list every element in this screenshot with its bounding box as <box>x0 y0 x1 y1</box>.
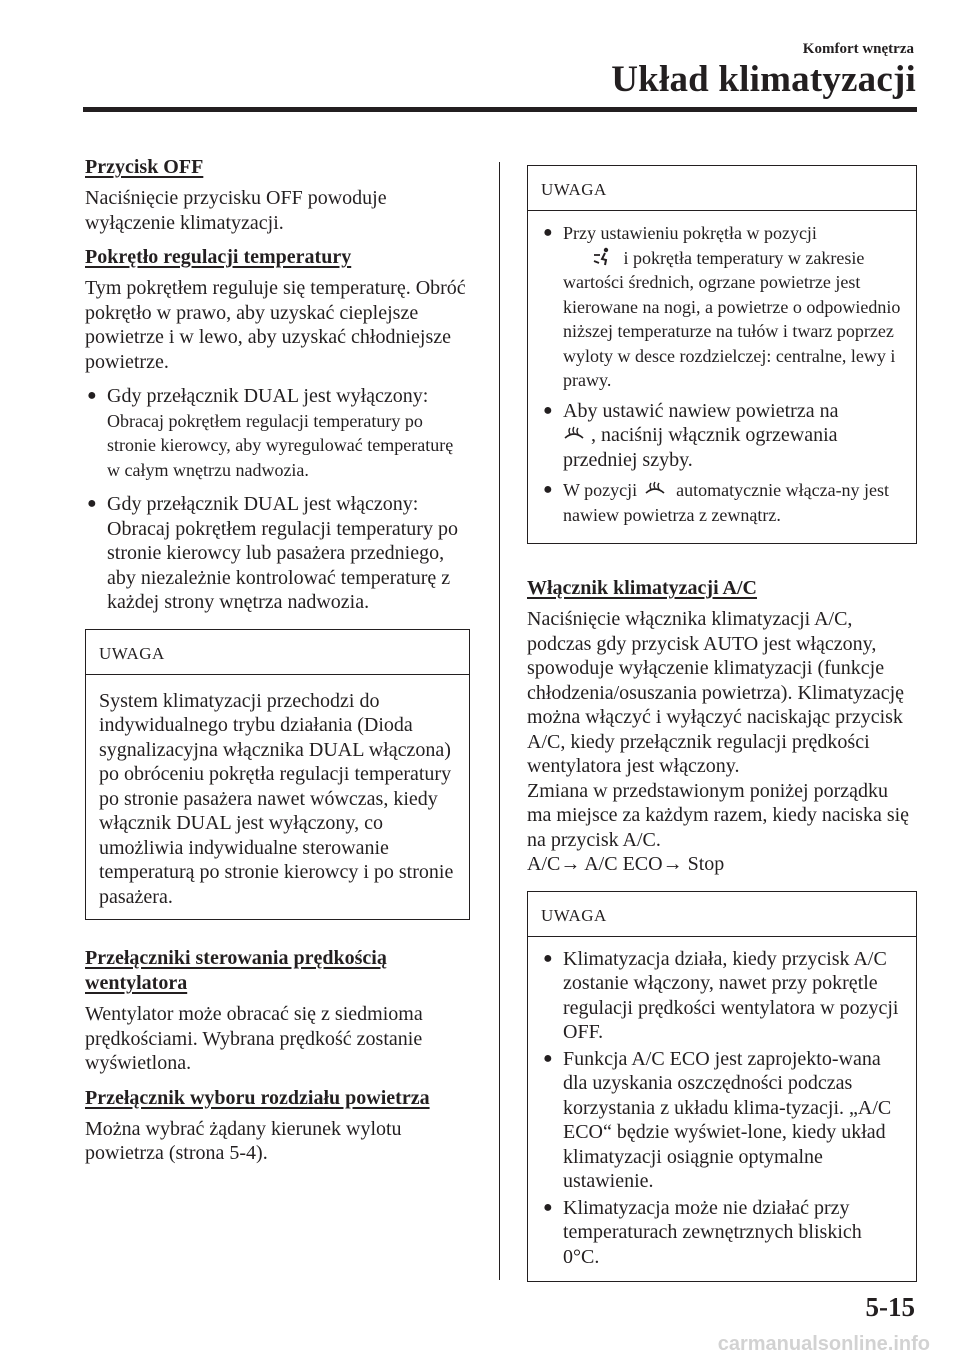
note-text: Klimatyzacja działa, kiedy przycisk A/C zostanie włączony, nawet przy pokrętle regulacji prędkości wentylatora w pozycji OFF. <box>563 947 899 1043</box>
note-text-pre: Aby ustawić nawiew powietrza na <box>563 399 839 422</box>
off-button-text: Naciśnięcie przycisku OFF powoduje wyłączenie klimatyzacji. <box>85 187 387 234</box>
list-item <box>85 384 470 482</box>
bullet-icon: ● <box>87 495 97 512</box>
note-text-pre: Przy ustawieniu pokrętła w pozycji <box>563 223 817 243</box>
note-text: Klimatyzacja może nie działać przy temperaturach zewnętrznych bliskich 0°C. <box>563 1196 862 1268</box>
bullet-icon: ● <box>87 387 97 404</box>
watermark: carmanualsonline.info <box>717 1333 930 1355</box>
note-box-distribution <box>527 165 917 544</box>
note-bullet-list <box>541 947 903 1270</box>
bullet-icon: ● <box>543 1198 553 1216</box>
left-column <box>85 155 470 1176</box>
list-item <box>85 492 470 615</box>
note-body <box>528 937 916 1282</box>
fan-speed-heading: Przełączniki sterowania prędkością wentylatora <box>85 947 387 994</box>
chapter-label: Komfort wnętrza <box>802 41 914 57</box>
list-item <box>541 399 903 473</box>
fan-speed-text: Wentylator może obracać się z siedmioma prędkościami. Wybrana prędkość zostanie wyświetlona. <box>85 1003 423 1074</box>
note-body <box>86 675 469 920</box>
note-text: Funkcja A/C ECO jest zaprojekto-wana dla uzyskania oszczędności podczas korzystania z układu klima-tyzacji. „A/C ECO“ będzie wyświet-lone, kiedy układ klimatyzacji osiągnie optymalne ustawienie. <box>563 1047 892 1192</box>
air-distribution-heading: Przełącznik wyboru rozdziału powietrza <box>85 1086 430 1109</box>
note-text: System klimatyzacji przechodzi do indywidualnego trybu działania (Dioda sygnalizacyjna włącznika DUAL włączona) po obróceniu pokrętła regulacji temperatury po stronie pasażera nawet wówczas, kiedy włącznik DUAL jest wyłączony, co umożliwia indywidualne sterowanie temperaturą po stronie kierowcy i po stronie pasażera. <box>99 689 454 908</box>
note-text-post: , naciśnij włącznik ogrzewania przedniej szyby. <box>563 424 838 471</box>
bullet-icon: ● <box>543 1049 553 1067</box>
dual-bullet-list <box>85 384 470 615</box>
bullet-icon: ● <box>543 949 553 967</box>
note-text-post: i pokrętła temperatury w zakresie wartości średnich, ogrzane powietrze jest kierowane na nogi, a powietrze o odpowiednio niższej temperaturze na tułów i twarz poprzez wyloty w desce rozdzielczej: centralne, lewy i prawy. <box>563 247 901 390</box>
bullet-icon: ● <box>543 401 553 419</box>
defroster-icon <box>644 479 666 499</box>
temperature-dial-text: Tym pokrętłem reguluje się temperaturę. Obróć pokrętło w prawo, aby uzyskać cieplejsze powietrze i w lewo, aby uzyskać chłodniejsze powietrze. <box>85 277 466 373</box>
page-title: Układ klimatyzacji <box>611 59 916 100</box>
ac-switch-text: Naciśnięcie włącznika klimatyzacji A/C, podczas gdy przycisk AUTO jest włączony, spowoduje wyłączenie klimatyzacji (funkcje chłodzenia/osuszania powietrza). Klimatyzację można włączyć i wyłączyć naciskając przycisk A/C, kiedy przełącznik regulacji prędkości wentylatora jest włączony. <box>527 608 905 777</box>
ac-switch-text-2: Zmiana w przedstawionym poniżej porządku ma miejsce za każdym razem, kiedy naciska się na przycisk A/C. <box>527 779 910 851</box>
note-body <box>528 211 916 543</box>
face-feet-mode-icon <box>591 247 613 267</box>
note-heading: UWAGA <box>528 166 916 211</box>
page-number: 5-15 <box>865 1292 915 1322</box>
air-distribution-text: Można wybrać żądany kierunek wylotu powietrza (strona 5-4). <box>85 1117 402 1164</box>
header-rule <box>83 107 917 112</box>
ac-switch-heading: Włącznik klimatyzacji A/C <box>527 577 757 599</box>
note-heading: UWAGA <box>86 630 469 675</box>
note-text-pre: W pozycji <box>563 480 638 500</box>
list-item <box>541 478 903 527</box>
list-item <box>541 221 903 393</box>
off-button-heading: Przycisk OFF <box>85 156 204 178</box>
bullet-icon: ● <box>543 481 553 498</box>
bullet-icon: ● <box>543 224 553 241</box>
note-bullet-list <box>541 221 903 527</box>
dual-off-text: Obracaj pokrętłem regulacji temperatury po stronie kierowcy, aby wyregulować temperaturę w całym wnętrzu nadwozia. <box>107 410 454 480</box>
ac-sequence: A/C→ A/C ECO→ Stop <box>527 853 725 875</box>
list-item <box>541 947 903 1045</box>
right-column <box>527 165 917 1300</box>
dual-off-lead: Gdy przełącznik DUAL jest wyłączony: <box>107 385 429 407</box>
column-divider <box>499 162 500 1280</box>
note-box-ac <box>527 891 917 1283</box>
temperature-dial-heading: Pokrętło regulacji temperatury <box>85 246 352 268</box>
list-item <box>541 1047 903 1194</box>
note-box-dual <box>85 629 470 921</box>
defroster-icon <box>563 424 585 444</box>
note-text-post: automatycznie włącza-ny jest nawiew powietrza z zewnątrz. <box>563 480 890 525</box>
list-item <box>541 1196 903 1270</box>
note-heading: UWAGA <box>528 892 916 937</box>
dual-on-text: Gdy przełącznik DUAL jest włączony: Obracaj pokrętłem regulacji temperatury po stronie kierowcy lub pasażera przedniego, aby niezależnie kontrolować temperaturę z każdej strony wnętrza nadwozia. <box>107 493 458 613</box>
